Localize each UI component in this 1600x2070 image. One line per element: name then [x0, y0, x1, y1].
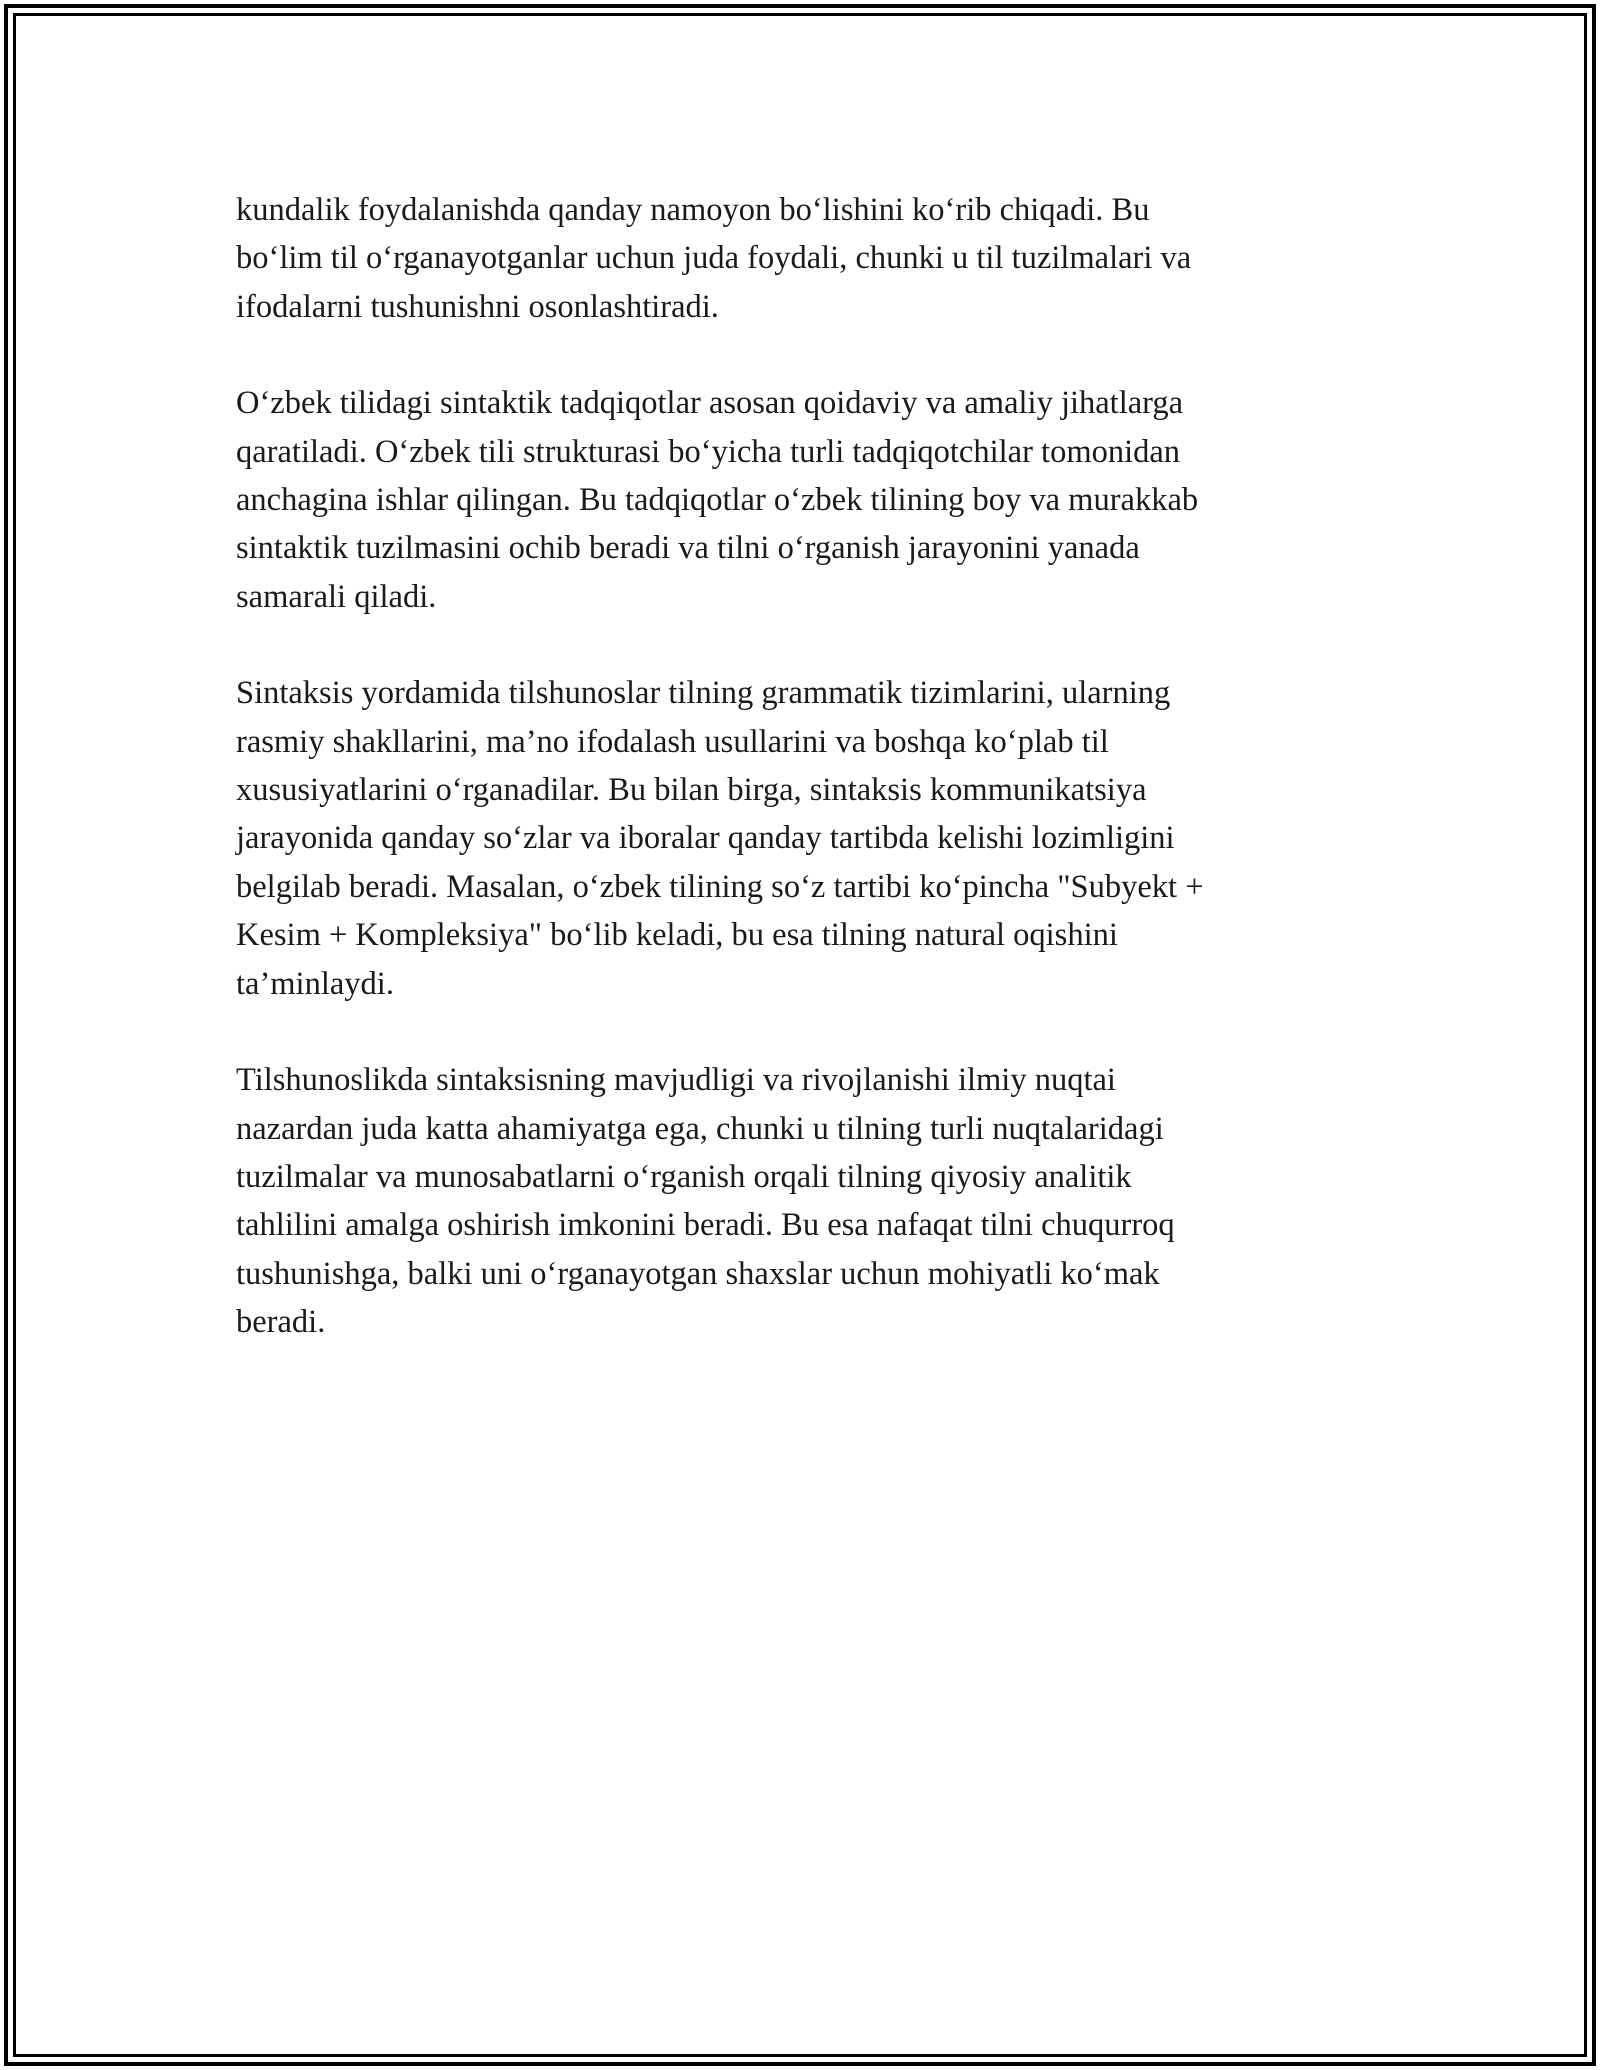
text-line: Tilshunoslikda sintaksisning mavjudligi va rivojlanishi ilmiy nuqtai — [236, 1062, 1116, 1099]
text-line: tushunishga, balki uni o‘rganayotgan shaxslar uchun mohiyatli ko‘mak — [236, 1255, 1160, 1292]
text-line: nazardan juda katta ahamiyatga ega, chunki u tilning turli nuqtalaridagi — [236, 1110, 1164, 1147]
paragraph-3 — [236, 669, 1356, 1008]
text-line: sintaktik tuzilmasini ochib beradi va tilni o‘rganish jarayonini yanada — [236, 530, 1140, 567]
paragraph-4 — [236, 1056, 1356, 1346]
text-line: rasmiy shakllarini, ma’no ifodalash usullarini va boshqa ko‘plab til — [236, 723, 1109, 760]
text-line: beradi. — [236, 1304, 326, 1341]
text-line: samarali qiladi. — [236, 578, 437, 615]
text-line: Kesim + Kompleksiya" bo‘lib keladi, bu esa tilning natural oqishini — [236, 917, 1118, 954]
text-line: Sintaksis yordamida tilshunoslar tilning grammatik tizimlarini, ularning — [236, 675, 1171, 712]
text-line: xususiyatlarini o‘rganadilar. Bu bilan birga, sintaksis kommunikatsiya — [236, 772, 1147, 809]
text-line: kundalik foydalanishda qanday namoyon bo‘lishini ko‘rib chiqadi. Bu — [236, 192, 1150, 228]
text-line: ifodalarni tushunishni osonlashtiradi. — [236, 288, 719, 325]
paragraph-1 — [236, 186, 1356, 331]
text-line: tahlilini amalga oshirish imkonini beradi. Bu esa nafaqat tilni chuqurroq — [236, 1207, 1175, 1244]
paragraph-2 — [236, 379, 1356, 621]
text-line: anchagina ishlar qilingan. Bu tadqiqotlar o‘zbek tilining boy va murakkab — [236, 482, 1199, 519]
text-line: ta’minlaydi. — [236, 965, 394, 1002]
text-line: bo‘lim til o‘rganayotganlar uchun juda foydali, chunki u til tuzilmalari va — [236, 240, 1192, 277]
text-line: tuzilmalar va munosabatlarni o‘rganish orqali tilning qiyosiy analitik — [236, 1158, 1132, 1195]
text-line: belgilab beradi. Masalan, o‘zbek tilining so‘z tartibi ko‘pincha "Subyekt + — [236, 868, 1204, 905]
page-body — [236, 186, 1356, 1395]
text-line: jarayonida qanday so‘zlar va iboralar qanday tartibda kelishi lozimligini — [236, 820, 1175, 857]
text-line: O‘zbek tilidagi sintaktik tadqiqotlar asosan qoidaviy va amaliy jihatlarga — [236, 385, 1184, 422]
text-line: qaratiladi. O‘zbek tili strukturasi bo‘yicha turli tadqiqotchilar tomonidan — [236, 433, 1181, 470]
